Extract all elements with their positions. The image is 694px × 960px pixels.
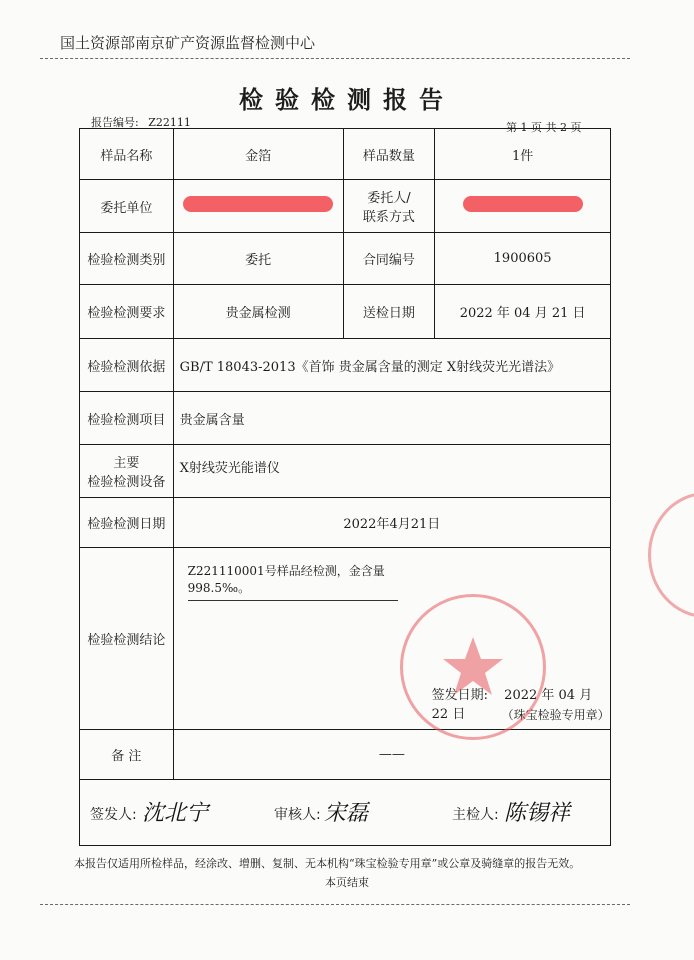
sample-name-value: 金箔 (173, 129, 343, 180)
page-info: 第 1 页 共 2 页 (506, 121, 582, 134)
equipment-value: X射线荧光能谱仪 (173, 445, 610, 498)
sample-qty-value: 1件 (435, 129, 611, 180)
table-row (80, 233, 611, 285)
edge-seal-stamp (648, 492, 694, 618)
submit-date-label: 送检日期 (343, 285, 435, 339)
report-number-value: Z22111 (148, 116, 191, 129)
star-icon (403, 597, 543, 737)
reviewer-label: 审核人: (274, 807, 321, 823)
table-row (80, 129, 611, 180)
table-row (80, 339, 611, 392)
seal-stamp (400, 594, 546, 740)
basis-value: GB/T 18043-2013《首饰 贵金属含量的测定 X射线荧光光谱法》 (173, 339, 610, 392)
sample-qty-label: 样品数量 (343, 129, 435, 180)
sample-name-label: 样品名称 (80, 129, 174, 180)
conclusion-text: Z221110001号样品经检测，金含量998.5‰。 (188, 562, 398, 601)
report-table (79, 128, 611, 846)
basis-label: 检验检测依据 (80, 339, 174, 392)
equipment-label: 主要 检验检测设备 (80, 445, 174, 498)
reviewer-signature: 宋磊 (324, 801, 369, 826)
requirement-value: 贵金属检测 (173, 285, 343, 339)
submit-date-value: 2022 年 04 月 21 日 (435, 285, 611, 339)
footer-divider (40, 904, 630, 905)
test-date-value: 2022年4月21日 (173, 498, 610, 548)
signature-row (80, 780, 611, 846)
contract-value: 1900605 (435, 233, 611, 285)
organization-header: 国土资源部南京矿产资源监督检测中心 (60, 34, 316, 52)
category-label: 检验检测类别 (80, 233, 174, 285)
remark-value: —— (173, 730, 610, 780)
client-value (173, 180, 343, 233)
footer-note: 本报告仅适用所检样品，经涂改、增删、复制、无本机构“珠宝检验专用章”或公章及骑缝章的报告无效。 (74, 857, 581, 870)
seal-caption: （珠宝检验专用章） (501, 708, 610, 722)
table-row (80, 780, 611, 846)
inspector-signature: 陈锡祥 (504, 801, 571, 826)
requirement-label: 检验检测要求 (80, 285, 174, 339)
table-row (80, 285, 611, 339)
category-value: 委托 (173, 233, 343, 285)
report-number-label: 报告编号: (91, 116, 139, 129)
page-end: 本页结束 (325, 876, 369, 889)
client-label: 委托单位 (80, 180, 174, 233)
table-row (80, 445, 611, 498)
issue-date-value: 2022 年 04 月 22 日 (431, 688, 593, 722)
contract-label: 合同编号 (343, 233, 435, 285)
contact-label: 委托人/ 联系方式 (343, 180, 435, 233)
table-row (80, 180, 611, 233)
table-row (80, 392, 611, 445)
redaction-mark (463, 196, 583, 212)
conclusion-cell (173, 548, 610, 730)
redaction-mark (183, 196, 333, 212)
item-label: 检验检测项目 (80, 392, 174, 445)
contact-value (435, 180, 611, 233)
header-divider (40, 58, 630, 59)
conclusion-label: 检验检测结论 (80, 548, 174, 730)
page-title: 检验检测报告 (239, 86, 455, 114)
issuer-signature: 沈北宁 (142, 801, 209, 826)
table-row (80, 498, 611, 548)
item-value: 贵金属含量 (173, 392, 610, 445)
inspector-label: 主检人: (452, 807, 499, 823)
test-date-label: 检验检测日期 (80, 498, 174, 548)
issue-date-label: 签发日期: (431, 688, 489, 703)
issuer-label: 签发人: (90, 807, 137, 823)
table-row (80, 730, 611, 780)
remark-label: 备 注 (80, 730, 174, 780)
